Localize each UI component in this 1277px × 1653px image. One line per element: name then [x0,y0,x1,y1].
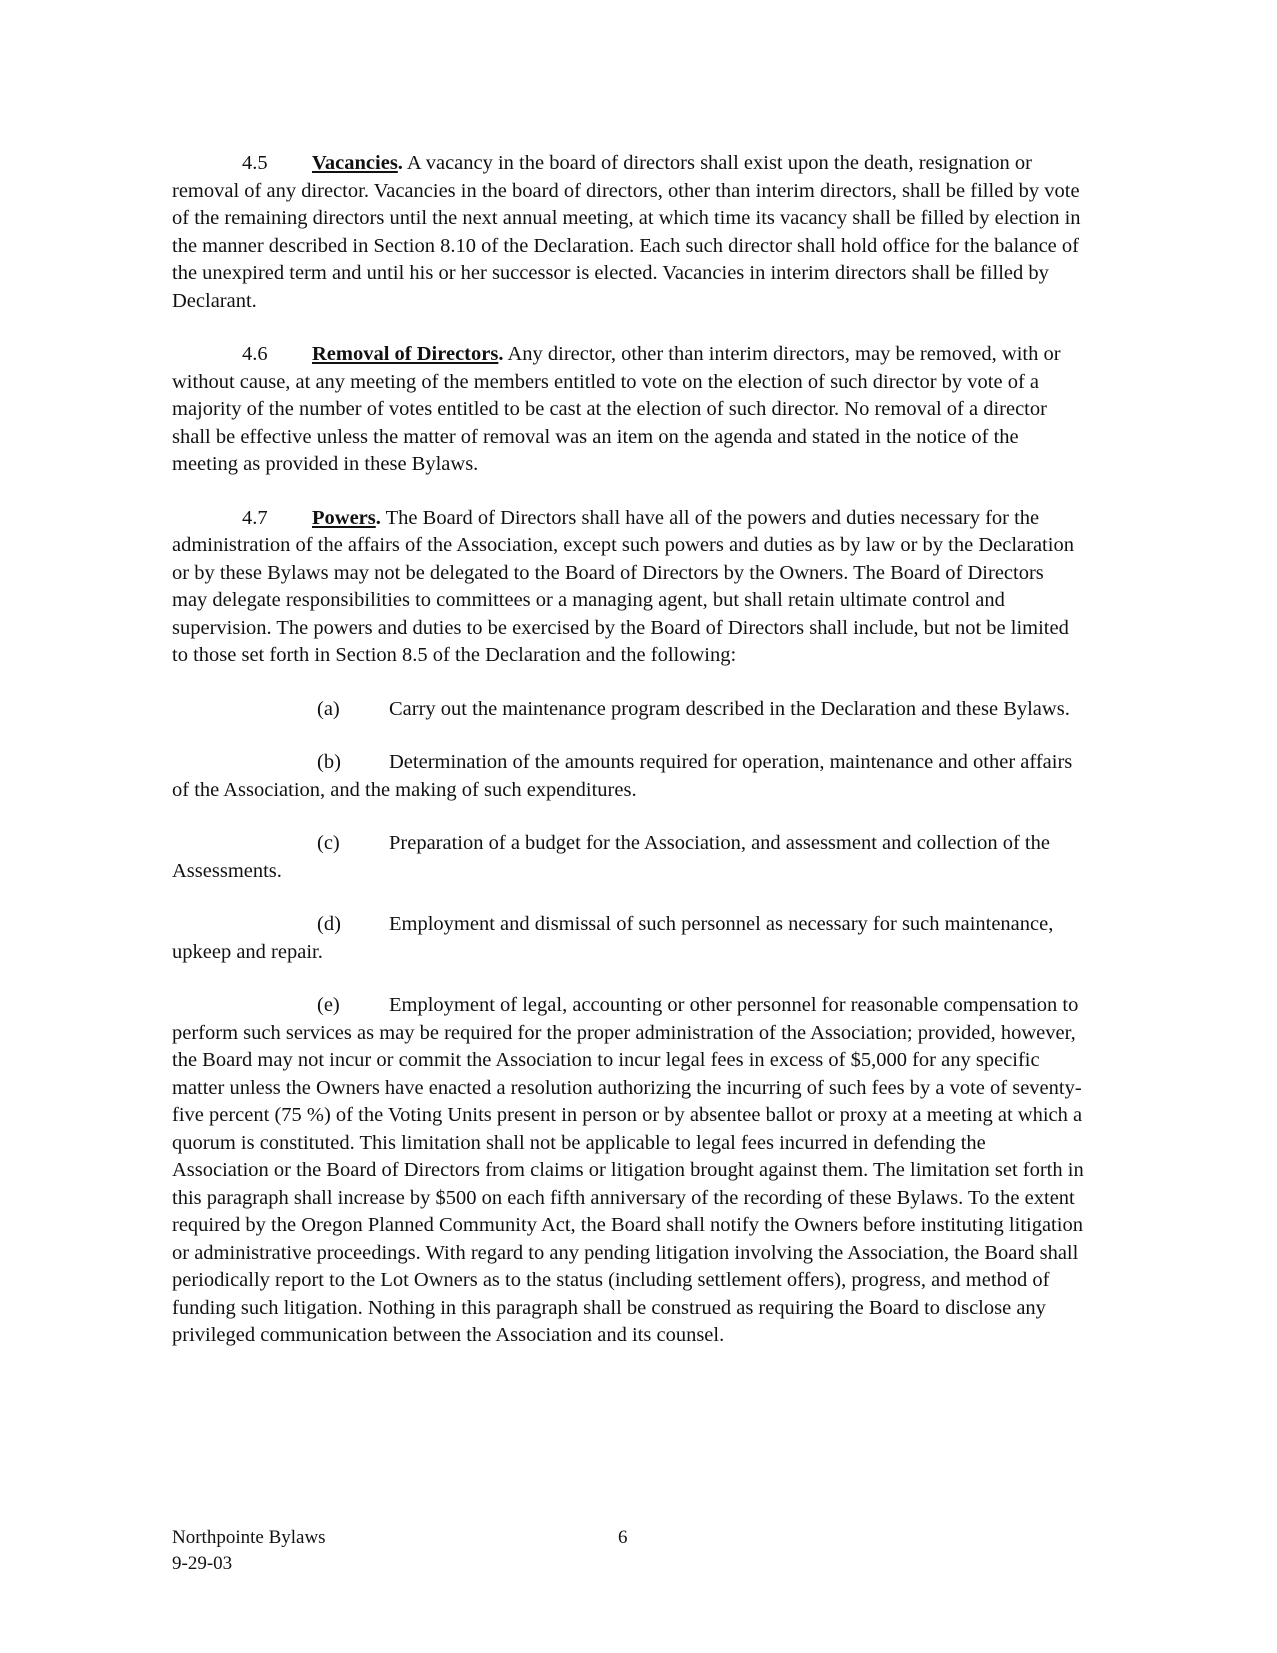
subsection-text: Preparation of a budget for the Association, and assessment and collection of the Assessments. [172,832,1050,882]
subsection-label: (b) [317,751,341,773]
section-text: A vacancy in the board of directors shall exist upon the death, resignation or removal of any director. Vacancies in the board of directors, other than interim directors, shall be filled by vote of the remaining directors until the next annual meeting, at which time its vacancy shall be filled by election in the manner described in Section 8.10 of the Declaration. Each such director shall hold office for the balance of the unexpired term and until his or her successor is elected. Vacancies in interim directors shall be filled by Declarant. [172,152,1081,312]
subsection-label: (a) [317,697,340,720]
section-heading: Vacancies [312,152,398,174]
section-4-6: 4.6 Removal of Directors. Any director, other than interim directors, may be removed, with or without cause, at any meeting of the members entitled to vote on the election of such director by vote of a majority of the number of votes entitled to be cast at the election of such director. No removal of a director shall be effective unless the matter of removal was an item on the agenda and stated in the notice of the meeting as provided in these Bylaws. [172,343,1061,475]
section-text: The Board of Directors shall have all of the powers and duties necessary for the administration of the affairs of the Association, except such powers and duties as by law or by the Declaration or by these Bylaws may not be delegated to the Board of Directors by the Owners. The Board of Directors may delegate responsibilities to committees or a managing agent, but shall retain ultimate control and supervision. The powers and duties to be exercised by the Board of Directors shall include, but not be limited to those set forth in Section 8.5 of the Declaration and the following: [172,506,1074,666]
section-4-5: 4.5 Vacancies. A vacancy in the board of directors shall exist upon the death, resignation or removal of any director. Vacancies in the board of directors, other than interim directors, shall be filled by vote of the remaining directors until the next annual meeting, at which time its vacancy shall be filled by election in the manner described in Section 8.10 of the Declaration. Each such director shall hold office for the balance of the unexpired term and until his or her successor is elected. Vacancies in interim directors shall be filled by Declarant. [172,152,1081,312]
section-heading: Removal of Directors [312,343,499,365]
subsection-text: Determination of the amounts required for operation, maintenance and other affairs of the Association, and the making of such expenditures. [172,751,1073,801]
subsection-d [172,911,1084,966]
subsection-text: Carry out the maintenance program described in the Declaration and these Bylaws. [389,697,1070,720]
subsection-label: (e) [317,994,340,1016]
footer-document-info [172,1525,326,1577]
subsection-a [172,696,1084,724]
footer-document-name: Northpointe Bylaws [172,1527,326,1548]
page-number: 6 [618,1527,628,1548]
subsection-label: (c) [317,832,340,854]
subsection-c [172,830,1084,885]
section-4-7: 4.7 Powers. The Board of Directors shall have all of the powers and duties necessary for the administration of the affairs of the Association, except such powers and duties as by law or by the Declaration or by these Bylaws may not be delegated to the Board of Directors by the Owners. The Board of Directors may delegate responsibilities to committees or a managing agent, but shall retain ultimate control and supervision. The powers and duties to be exercised by the Board of Directors shall include, but not be limited to those set forth in Section 8.5 of the Declaration and the following: [172,506,1074,666]
subsection-text: Employment of legal, accounting or other personnel for reasonable compensation to perform such services as may be required for the proper administration of the Association; provided, however, the Board may not incur or commit the Association to incur legal fees in excess of $5,000 for any specific matter unless the Owners have enacted a resolution authorizing the incurring of such fees by a vote of seventy-five percent (75 %) of the Voting Units present in person or by absentee ballot or proxy at a meeting at which a quorum is constituted. This limitation shall not be applicable to legal fees incurred in defending the Association or the Board of Directors from claims or litigation brought against them. The limitation set forth in this paragraph shall increase by $500 on each fifth anniversary of the recording of these Bylaws. To the extent required by the Oregon Planned Community Act, the Board shall notify the Owners before instituting litigation or administrative proceedings. With regard to any pending litigation involving the Association, the Board shall periodically report to the Lot Owners as to the status (including settlement offers), progress, and method of funding such litigation. Nothing in this paragraph shall be construed as requiring the Board to disclose any privileged communication between the Association and its counsel. [172,994,1084,1346]
document-body [172,150,1084,1350]
subsection-label: (d) [317,913,341,935]
section-heading: Powers [312,506,376,529]
section-number: 4.5 [242,152,268,174]
subsection-e [172,992,1084,1350]
footer-date: 9-29-03 [172,1553,233,1574]
section-text: Any director, other than interim directors, may be removed, with or without cause, at any meeting of the members entitled to vote on the election of such director by vote of a majority of the number of votes entitled to be cast at the election of such director. No removal of a director shall be effective unless the matter of removal was an item on the agenda and stated in the notice of the meeting as provided in these Bylaws. [172,343,1061,475]
subsection-b [172,749,1084,804]
subsection-text: Employment and dismissal of such personnel as necessary for such maintenance, upkeep and repair. [172,913,1054,963]
section-number: 4.6 [242,343,268,365]
section-number: 4.7 [242,506,268,529]
